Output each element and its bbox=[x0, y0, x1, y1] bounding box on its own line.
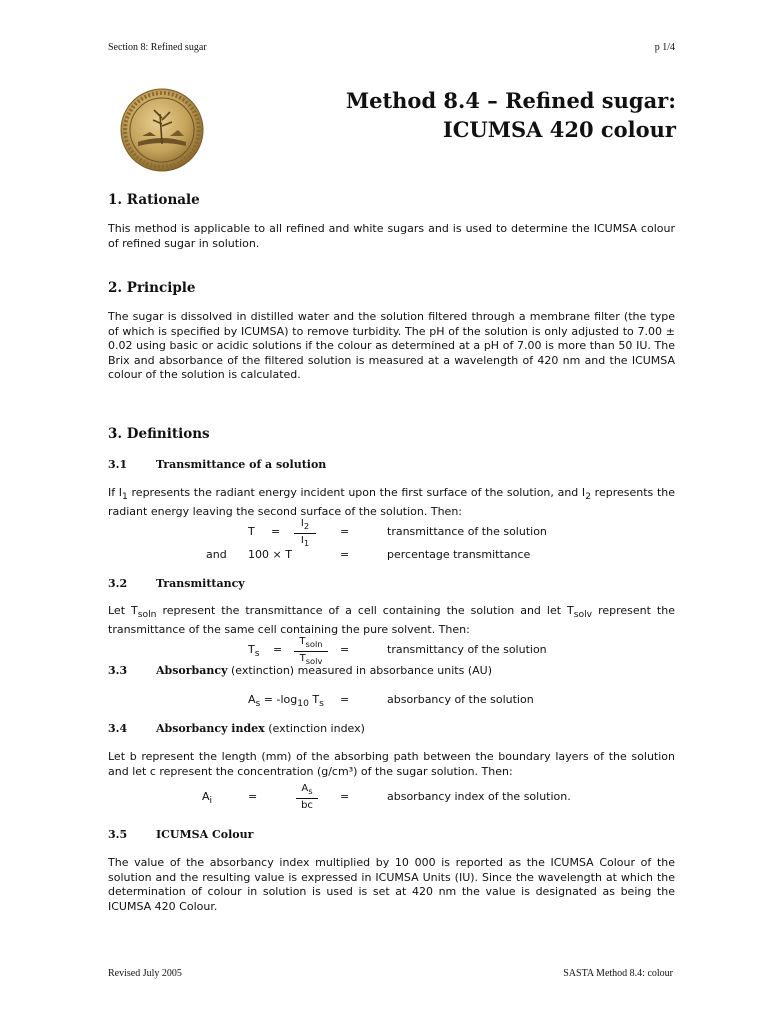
def-3-4-title: Absorbancy index (extinction index) bbox=[156, 722, 365, 735]
eq-transmittancy-fraction: $T_{soln}$ $T_{solv}$ bbox=[294, 635, 328, 668]
eq-transmittancy-lhs: $T_s$ bbox=[248, 643, 260, 660]
def-3-2-number: 3.2 bbox=[108, 577, 128, 590]
def-3-5-text: The value of the absorbancy index multiplied by 10 000 is reported as the ICUMSA Colour of the solution and the resulting value is expressed in ICUMSA Units (IU). Since the wavelength at which the determination of colour in solution is used is set at 420 nm the value is designated as being the ICUMSA 420 Colour. bbox=[108, 856, 675, 913]
def-3-3-number: 3.3 bbox=[108, 664, 128, 677]
def-3-2-title: Transmittancy bbox=[156, 577, 245, 590]
def-3-1-text: If $I_1$ represents the radiant energy incident upon the first surface of the solution, and $I_2$ represents the radiant energy leaving the second surface of the solution. Then: bbox=[108, 486, 675, 518]
rationale-text: This method is applicable to all refined and white sugars and is used to determine the ICUMSA colour of refined sugar in solution. bbox=[108, 222, 675, 250]
def-3-4-text: Let b represent the length (mm) of the absorbing path between the boundary layers of the solution and let c represent the concentration (g/cm³) of the sugar solution. Then: bbox=[108, 750, 675, 778]
eq-percent-and: and bbox=[206, 548, 227, 561]
eq-percent-desc: percentage transmittance bbox=[387, 548, 531, 561]
eq-absorbancy-desc: absorbancy of the solution bbox=[387, 693, 534, 706]
heading-rationale: 1. Rationale bbox=[108, 192, 200, 208]
eq-transmittance-equals: = bbox=[340, 525, 350, 538]
def-3-1-number: 3.1 bbox=[108, 458, 128, 471]
eq-transmittancy-equals: = bbox=[340, 643, 350, 656]
def-3-4-number: 3.4 bbox=[108, 722, 128, 735]
footer-method: SASTA Method 8.4: colour bbox=[563, 968, 673, 979]
eq-percent-lhs: 100 × T bbox=[248, 548, 292, 561]
eq-absorbancy-lhs: $A_s = -\log_{10}$ $T_s$ bbox=[248, 693, 324, 710]
header-section: Section 8: Refined sugar bbox=[108, 42, 207, 53]
def-3-5-number: 3.5 bbox=[108, 828, 128, 841]
eq-absorbancy-equals: = bbox=[340, 693, 350, 706]
eq-percent-equals: = bbox=[340, 548, 350, 561]
eq-transmittance-op: = bbox=[271, 525, 281, 538]
eq-index-desc: absorbancy index of the solution. bbox=[387, 790, 571, 803]
def-3-5-title: ICUMSA Colour bbox=[156, 828, 254, 841]
def-3-1-title: Transmittance of a solution bbox=[156, 458, 327, 471]
eq-transmittancy-desc: transmittancy of the solution bbox=[387, 643, 547, 656]
eq-transmittance-desc: transmittance of the solution bbox=[387, 525, 547, 538]
eq-transmittance-fraction: $\frac{I_2}{I_1}$ bbox=[294, 517, 316, 550]
page-title bbox=[346, 86, 676, 144]
heading-definitions: 3. Definitions bbox=[108, 426, 210, 442]
sasta-seal-logo bbox=[120, 88, 204, 172]
def-3-2-text: Let $T_{soln}$ represent the transmittance of a cell containing the solution and let $T_{solv}$ represent the transmittance of the same cell containing the pure solvent. Then: bbox=[108, 604, 675, 636]
principle-text: The sugar is dissolved in distilled water and the solution filtered through a membrane filter (the type of which is specified by ICUMSA) to remove turbidity. The pH of the solution is only adjusted to 7.00 ± 0.02 using basic or acidic solutions if the colour as determined at a pH of 7.00 is more than 50 IU. The Brix and absorbance of the filtered solution is measured at a wavelength of 420 nm and the ICUMSA colour of the solution is calculated. bbox=[108, 310, 675, 381]
eq-transmittance-lhs: T bbox=[248, 525, 255, 538]
def-3-3-title: Absorbancy (extinction) measured in absorbance units (AU) bbox=[156, 664, 492, 677]
eq-transmittancy-op: = bbox=[273, 643, 283, 656]
footer-revised: Revised July 2005 bbox=[108, 968, 182, 979]
heading-principle: 2. Principle bbox=[108, 280, 196, 296]
title-line-2: ICUMSA 420 colour bbox=[442, 117, 676, 142]
title-line-1: Method 8.4 – Refined sugar: bbox=[345, 88, 676, 113]
eq-index-equals: = bbox=[340, 790, 350, 803]
eq-index-lhs: $A_i$ bbox=[202, 790, 213, 807]
header-page: p 1/4 bbox=[654, 42, 675, 53]
eq-index-op: = bbox=[248, 790, 258, 803]
eq-index-fraction: $\frac{A_s}{bc}$ bbox=[296, 782, 318, 812]
